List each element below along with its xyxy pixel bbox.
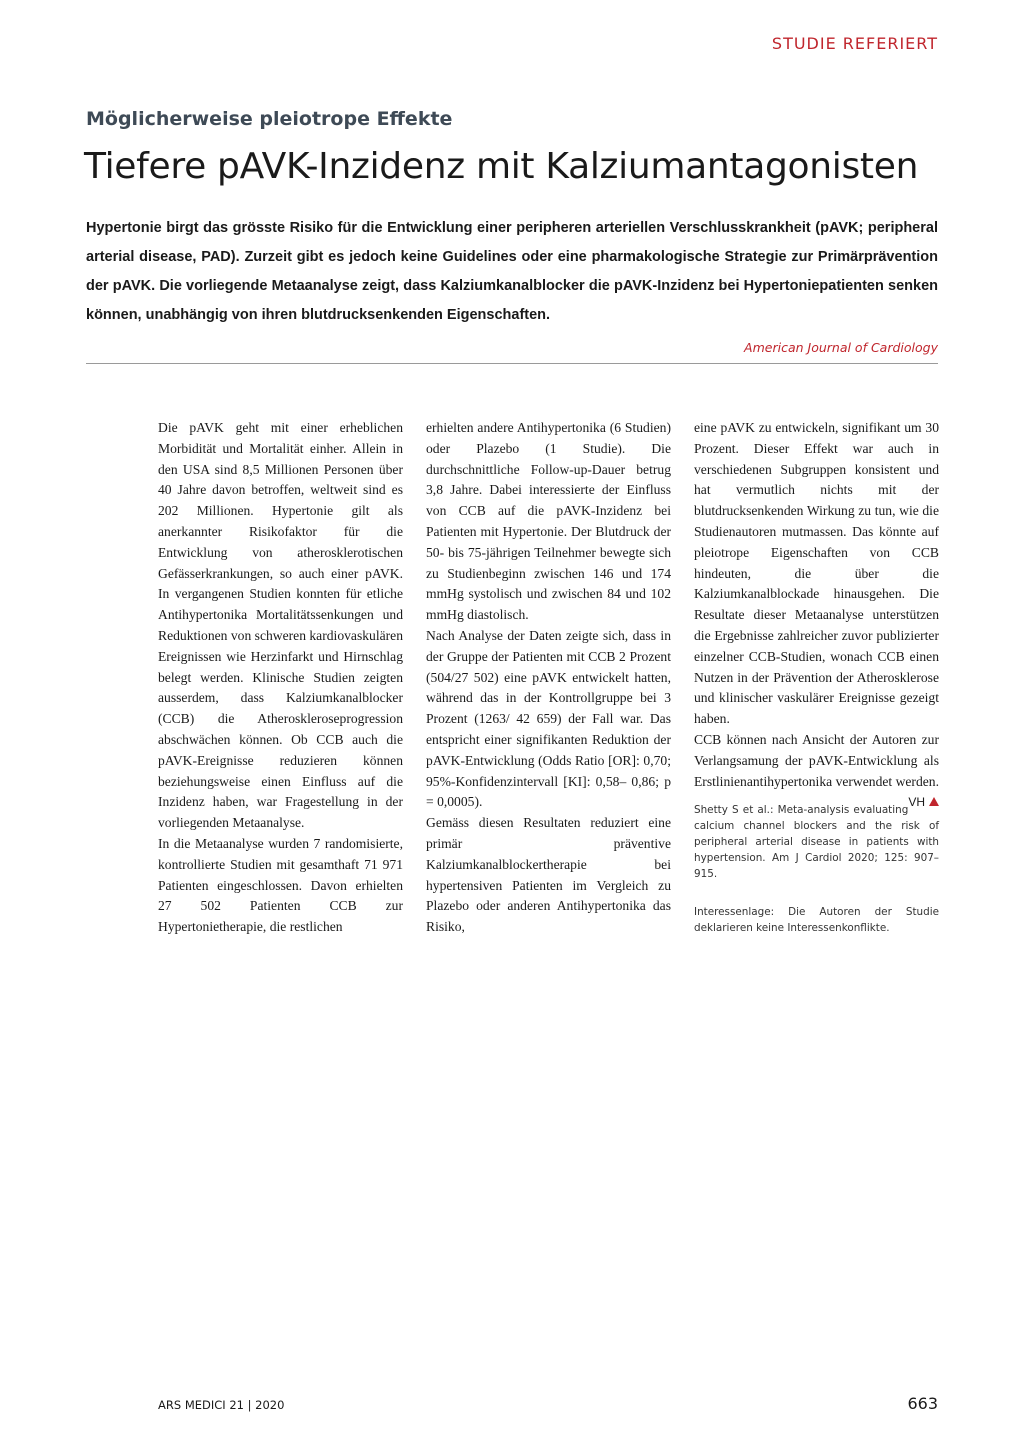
paragraph: Die pAVK geht mit einer erheblichen Morbidität und Mortalität einher. Allein in den USA sind 8,5 Millionen Personen über 40 Jahre davon betroffen, weltweit sind es 202 Millionen. Hypertonie gilt als anerkannter Risikofaktor für die Entwicklung von atherosklerotischen Gefässerkrankungen, so auch einer pAVK. In vergangenen Studien konnten für etliche Antihypertonika Mortalitätssenkungen und Reduktionen von schweren kardiovaskulären Ereignissen wie Herzinfarkt und Hirnschlag belegt werden. Klinische Studien zeigten ausserdem, dass Kalziumkanalblocker (CCB) die Atheroskleroseprogression abschwächen können. Ob CCB auch die pAVK-Ereignisse reduzieren können beziehungsweise einen Einfluss auf die Inzidenz haben, war Fragestellung in der vorliegenden Metaanalyse. [158,420,403,831]
text-column-3 [694,418,939,936]
article-lead: Hypertonie birgt das grösste Risiko für die Entwicklung einer peripheren arteriellen Verschlusskrankheit (pAVK; peripheral arterial disease, PAD). Zurzeit gibt es jedoch keine Guidelines oder eine pharmakologische Strategie zur Primärprävention der pAVK. Die vorliegende Metaanalyse zeigt, dass Kalziumkanalblocker die pAVK-Inzidenz bei Hypertoniepatienten senken können, unabhängig von ihren blutdrucksenkenden Eigenschaften. [86,220,938,323]
triangle-icon [929,797,939,806]
section-label: STUDIE REFERIERT [771,34,938,53]
reference: Shetty S et al.: Meta-analysis evaluating calcium channel blockers and the risk of peripheral arterial disease in patients with hypertension. Am J Cardiol 2020; 125: 907–915. [694,804,939,881]
publication-info: ARS MEDICI 21 | 2020 [158,1398,285,1412]
paragraph: Gemäss diesen Resultaten reduziert eine primär präventive Kalziumkanalblockertherapie bei hypertensiven Patienten im Vergleich zu Plazebo oder anderen Antihypertonika das Risiko, [426,815,671,935]
text-column-1 [158,418,403,938]
paragraph: erhielten andere Antihypertonika (6 Studien) oder Plazebo (1 Studie). Die durchschnittliche Follow-up-Dauer betrug 3,8 Jahre. Dabei interessierte der Einfluss von CCB auf die pAVK-Inzidenz bei Patienten mit Hypertonie. Der Blutdruck der 50- bis 75-jährigen Teilnehmer bewegte sich zu Studienbeginn zwischen 146 und 174 mmHg systolisch und zwischen 84 und 102 mmHg diastolisch. [426,420,671,623]
paragraph: In die Metaanalyse wurden 7 randomisierte, kontrollierte Studien mit gesamthaft 71 971 Patienten eingeschlossen. Davon erhielten 27 502 Patienten CCB zur Hypertonietherapie, die restlichen [158,835,403,935]
author-signature [908,792,939,813]
paragraph: Nach Analyse der Daten zeigte sich, dass in der Gruppe der Patienten mit CCB 2 Prozent (504/27 502) eine pAVK entwickelt hatten, während das in der Kontrollgruppe bei 3 Prozent (1263/ 42 659) der Fall war. Das entspricht einer signifikanten Reduktion der pAVK-Entwicklung (Odds Ratio [OR]: 0,70; 95%-Konfidenzintervall [KI]: 0,58– 0,86; p = 0,0005). [426,627,671,810]
page-number: 663 [907,1394,938,1413]
paragraph-final [694,730,939,810]
text-column-2 [426,418,671,938]
article-title: Tiefere pAVK-Inzidenz mit Kalziumantagonisten [84,146,919,187]
journal-source: American Journal of Cardiology [744,340,938,355]
divider [86,363,938,364]
conflict-of-interest: Interessenlage: Die Autoren der Studie deklarieren keine Interessenkonflikte. [694,906,939,935]
article-kicker: Möglicherweise pleiotrope Effekte [86,108,453,130]
paragraph: eine pAVK zu entwickeln, signifikant um 30 Prozent. Dieser Effekt war auch in verschiedenen Subgruppen konsistent und hat vermutlich nichts mit der blutdrucksenkenden Wirkung zu tun, wie die Studienautoren mutmassen. Das könnte auf pleiotrope Eigenschaften von CCB hindeuten, die über die Kalziumkanalblockade hinausgehen. Die Resultate dieser Metaanalyse unterstützen die Ergebnisse zahlreicher zuvor publizierter einzelner CCB-Studien, wonach CCB einen Nutzen in der Prävention der Atherosklerose und klinischer vaskulärer Ereignisse gezeigt haben. [694,420,939,727]
author-initials: VH [908,795,925,810]
paragraph-final-text: CCB können nach Ansicht der Autoren zur Verlangsamung der pAVK-Entwicklung als Erstlinienantihypertonika verwendet werden. [694,731,939,789]
